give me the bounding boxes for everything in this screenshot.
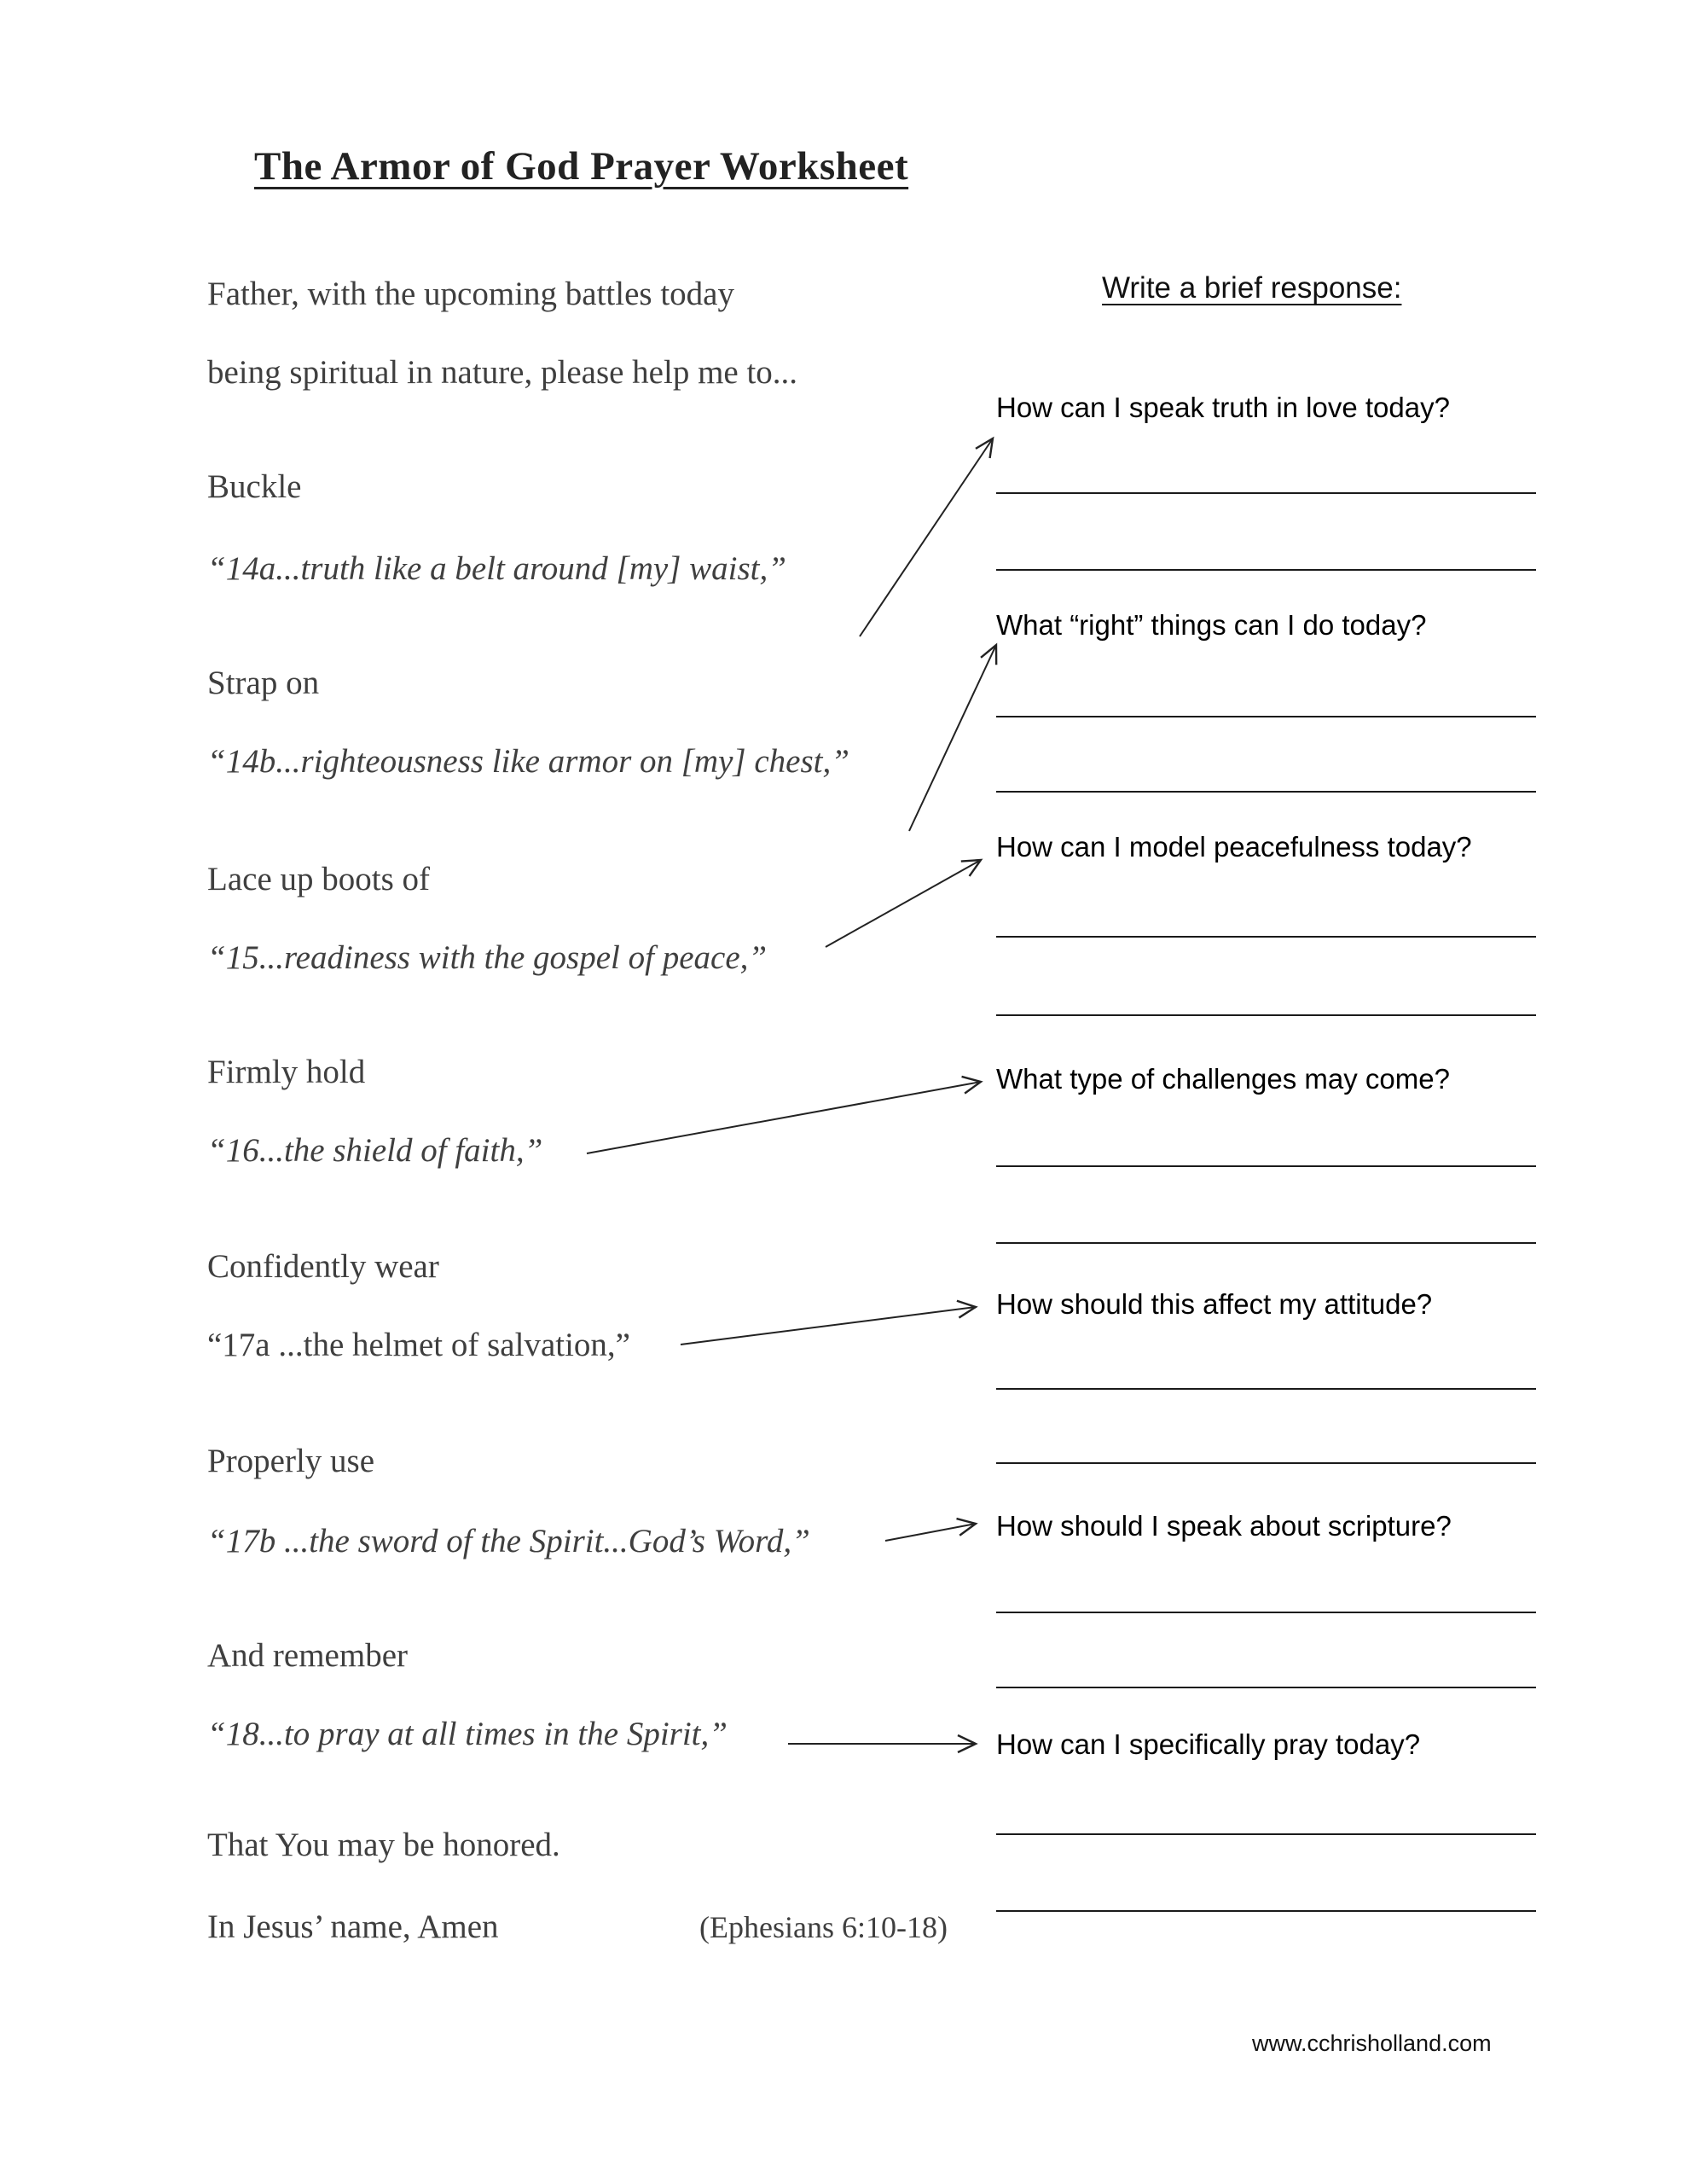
response-line	[996, 1910, 1536, 1912]
arrow-14b-to-q2	[909, 645, 996, 831]
question-pray-today: How can I specifically pray today?	[996, 1728, 1421, 1760]
item-label-properly-use: Properly use	[207, 1443, 375, 1479]
arrow-17a-to-q5	[681, 1307, 976, 1345]
item-quote-15: “15...readiness with the gospel of peace,”	[207, 939, 768, 976]
question-right-things: What “right” things can I do today?	[996, 609, 1427, 641]
item-label-lace-up: Lace up boots of	[207, 861, 431, 897]
item-quote-18: “18...to pray at all times in the Spirit,”	[207, 1716, 728, 1752]
response-line	[996, 791, 1536, 793]
response-line	[996, 1612, 1536, 1613]
question-challenges: What type of challenges may come?	[996, 1063, 1450, 1095]
response-line	[996, 936, 1536, 938]
item-label-firmly-hold: Firmly hold	[207, 1054, 366, 1090]
question-model-peace: How can I model peacefulness today?	[996, 831, 1472, 863]
response-line	[996, 1462, 1536, 1464]
item-quote-17b: “17b ...the sword of the Spirit...God’s Word,”	[207, 1523, 810, 1560]
response-line	[996, 716, 1536, 717]
response-line	[996, 1165, 1536, 1167]
scripture-reference: (Ephesians 6:10-18)	[699, 1910, 948, 1944]
item-label-confidently-wear: Confidently wear	[207, 1248, 439, 1285]
item-label-strap-on: Strap on	[207, 665, 320, 701]
response-line	[996, 1242, 1536, 1244]
response-header: Write a brief response:	[1102, 271, 1402, 305]
question-attitude: How should this affect my attitude?	[996, 1288, 1433, 1320]
item-quote-14a: “14a...truth like a belt around [my] waist,”	[207, 550, 786, 587]
response-line	[996, 1687, 1536, 1688]
question-scripture: How should I speak about scripture?	[996, 1510, 1452, 1542]
arrow-16-to-q4	[587, 1082, 981, 1153]
question-speak-truth: How can I speak truth in love today?	[996, 392, 1450, 423]
intro-line-2: being spiritual in nature, please help me to...	[207, 354, 798, 391]
arrow-15-to-q3	[826, 860, 981, 947]
item-label-and-remember: And remember	[207, 1637, 408, 1674]
arrow-14a-to-q1	[860, 439, 993, 636]
closing-line-1: That You may be honored.	[207, 1827, 560, 1863]
item-quote-17a: “17a ...the helmet of salvation,”	[207, 1327, 630, 1363]
item-quote-16: “16...the shield of faith,”	[207, 1132, 543, 1169]
footer-url: www.cchrisholland.com	[1252, 2030, 1492, 2056]
page-title: The Armor of God Prayer Worksheet	[254, 144, 909, 189]
response-line	[996, 1014, 1536, 1016]
closing-line-2: In Jesus’ name, Amen	[207, 1908, 499, 1945]
response-line	[996, 1388, 1536, 1390]
response-line	[996, 569, 1536, 571]
intro-line-1: Father, with the upcoming battles today	[207, 276, 734, 312]
item-quote-14b: “14b...righteousness like armor on [my] chest,”	[207, 743, 849, 780]
item-label-buckle: Buckle	[207, 468, 302, 505]
response-line	[996, 492, 1536, 494]
response-line	[996, 1833, 1536, 1835]
arrow-17b-to-q6	[885, 1524, 976, 1541]
